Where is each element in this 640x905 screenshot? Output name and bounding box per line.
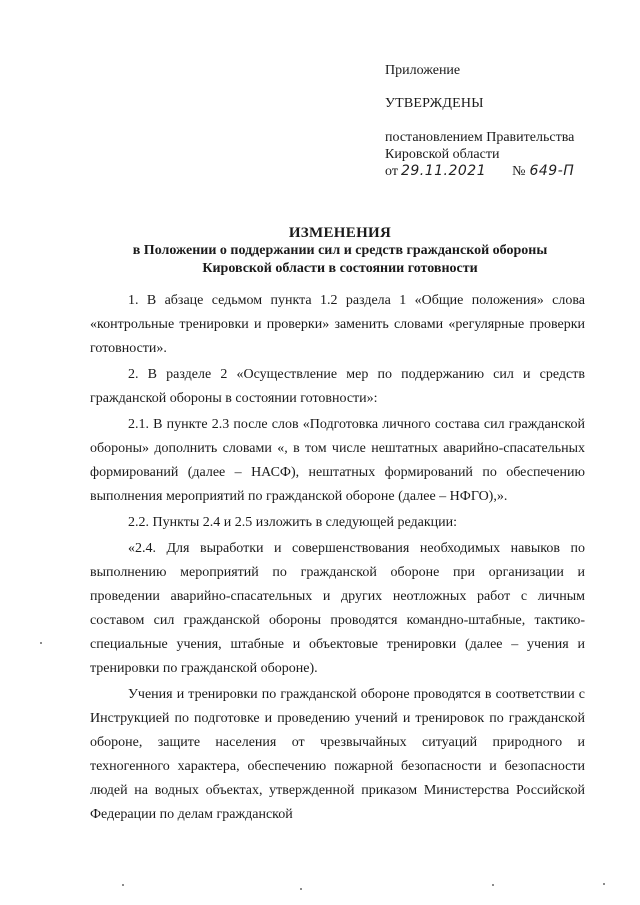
scan-speck <box>300 888 302 890</box>
approval-block <box>385 62 574 180</box>
handwritten-number: 649-П <box>529 163 575 179</box>
number-label: № <box>512 164 526 179</box>
paragraph-2-2: 2.2. Пункты 2.4 и 2.5 изложить в следующей редакции: <box>128 515 458 530</box>
document-body <box>90 289 585 827</box>
resolution-reference <box>385 129 574 180</box>
scan-speck <box>603 883 605 885</box>
scan-speck <box>492 884 494 886</box>
scan-speck <box>40 642 42 644</box>
paragraph-exercises: Учения и тренировки по гражданской обороне проводятся в соответствии с Инструкцией по подготовке и проведению учений и тренировок по гражданской обороне, защите населения от чрезвычайных ситуаций природного и техногенного характера, обеспечению пожарной безопасности и безопасности людей на водных объектах, утвержденной приказом Министерства Российской Федерации по делам гражданской <box>90 687 585 822</box>
approved-label: УТВЕРЖДЕНЫ <box>385 96 484 111</box>
paragraph-2-1: 2.1. В пункте 2.3 после слов «Подготовка личного состава сил гражданской обороны» дополнить словами «, в том числе нештатных аварийно-спасательных формирований (далее – НАСФ), нештатных формирований по обеспечению выполнения мероприятий по гражданской обороне (далее – НФГО),». <box>90 417 585 504</box>
resolution-line-1: постановлением Правительства <box>385 130 575 145</box>
paragraph-2: 2. В разделе 2 «Осуществление мер по поддержанию сил и средств гражданской обороны в состоянии готовности»: <box>90 367 585 406</box>
handwritten-date: 29.11.2021 <box>400 163 487 179</box>
paragraph-2-4: «2.4. Для выработки и совершенствования необходимых навыков по выполнению мероприятий по гражданской обороне при организации и проведении аварийно-спасательных и других неотложных работ с личным составом сил гражданской обороны проводятся командно-штабные, тактико-специальные учения, штабные и объектовые тренировки (далее – учения и тренировки по гражданской обороне). <box>90 541 585 676</box>
heading-title: ИЗМЕНЕНИЯ <box>288 225 392 241</box>
resolution-line-2: Кировской области <box>385 147 500 162</box>
date-prefix: от <box>385 164 398 179</box>
document-heading <box>60 224 620 278</box>
resolution-date-number <box>385 163 574 180</box>
heading-line-1: в Положении о поддержании сил и средств гражданской обороны <box>132 243 548 258</box>
scan-speck <box>122 884 124 886</box>
heading-line-2: Кировской области в состоянии готовности <box>202 261 478 276</box>
appendix-label: Приложение <box>385 63 461 78</box>
paragraph-1: 1. В абзаце седьмом пункта 1.2 раздела 1 «Общие положения» слова «контрольные тренировки и проверки» заменить словами «регулярные проверки готовности». <box>90 293 585 356</box>
